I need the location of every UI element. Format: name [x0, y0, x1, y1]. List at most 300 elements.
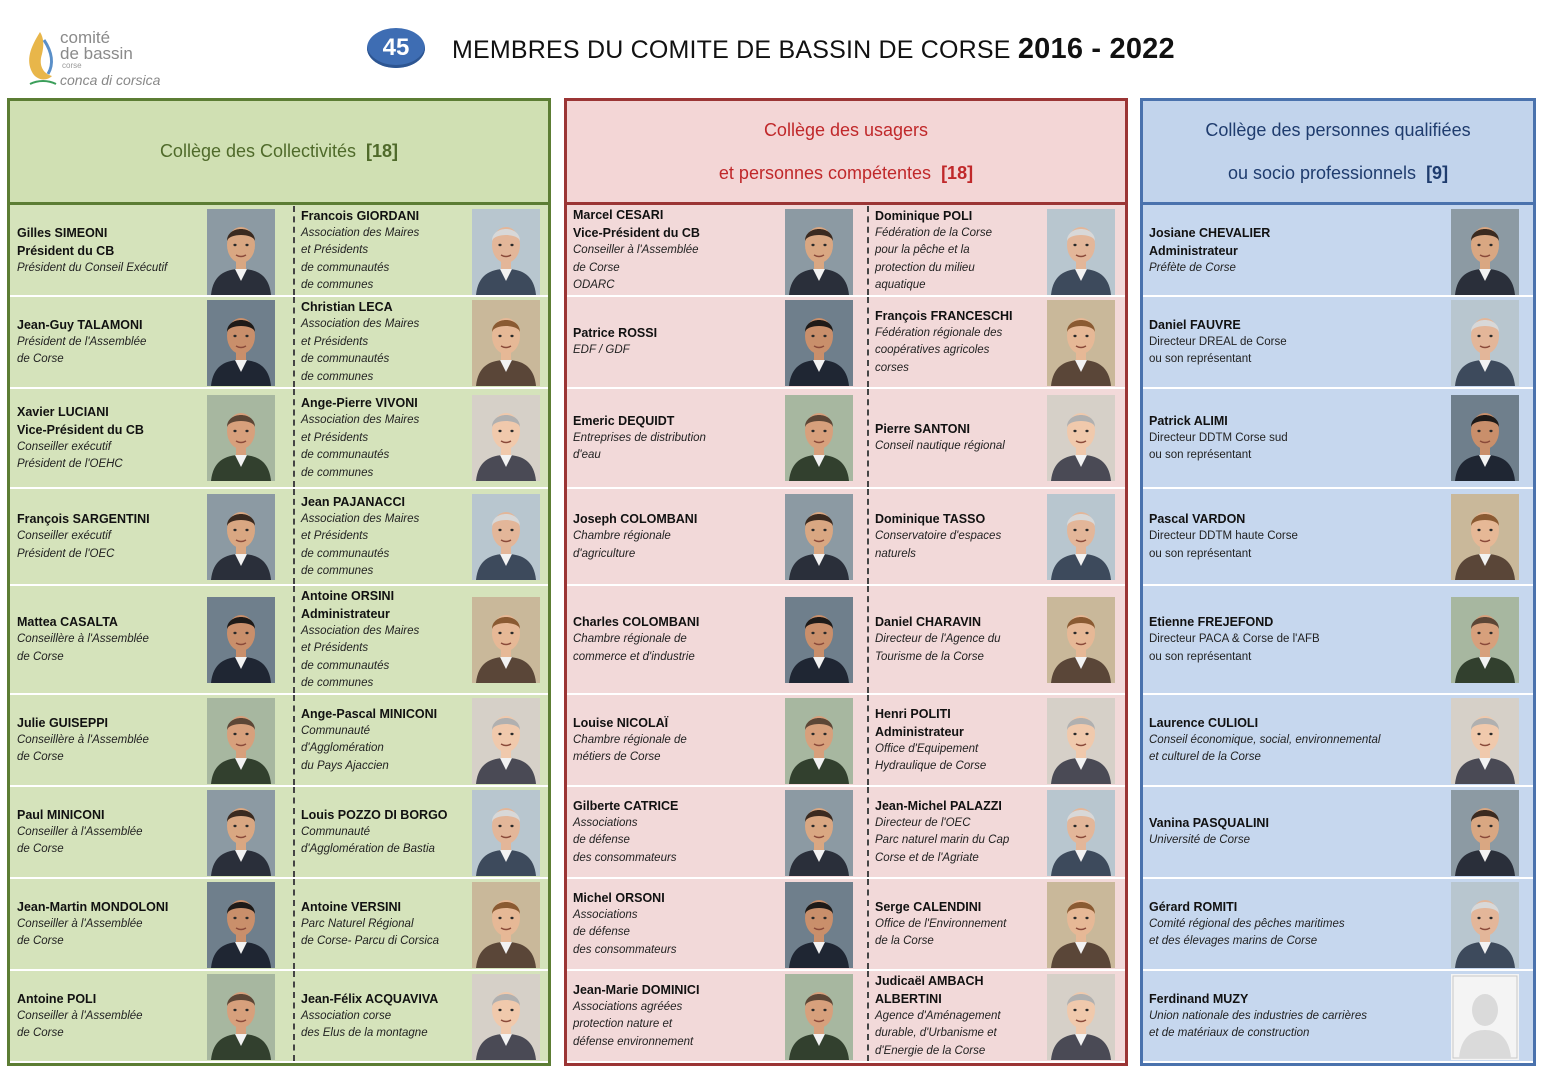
member-role-line: Président de l'Assemblée	[17, 335, 147, 348]
member-card	[10, 489, 293, 584]
member-role-line: corses	[875, 361, 909, 374]
member-card	[293, 971, 548, 1061]
member-photo	[785, 209, 853, 295]
member-row	[567, 297, 1125, 389]
member-role-line: Préfète de Corse	[1149, 261, 1236, 274]
member-role-line: ou son représentant	[1149, 449, 1252, 461]
member-name: Gilles SIMEONI	[17, 225, 108, 240]
member-photo	[1047, 300, 1115, 386]
member-role-line: Directeur DDTM haute Corse	[1149, 530, 1298, 542]
member-photo	[207, 209, 275, 295]
member-role-line: Hydraulique de Corse	[875, 760, 987, 772]
member-role-line: Office d'Equipement	[875, 742, 979, 755]
member-role-line: Directeur de l'OEC	[875, 816, 971, 829]
member-role-line: Conservatoire d'espaces	[875, 530, 1002, 542]
member-photo	[472, 494, 540, 580]
member-text	[301, 489, 419, 584]
member-role-line: de Corse	[17, 843, 64, 855]
member-role-line: Association corse	[301, 1009, 392, 1022]
college-header-text: Collège des usagers	[763, 119, 929, 140]
member-role-line: Conseiller exécutif	[17, 440, 111, 453]
member-role-line: protection du milieu	[875, 261, 975, 274]
logo-text-1: comité	[60, 28, 111, 47]
member-photo	[207, 974, 275, 1060]
member-card	[567, 586, 867, 693]
college-header-line	[719, 152, 973, 195]
member-role-line: de communes	[301, 370, 374, 383]
member-row	[1143, 787, 1533, 879]
member-card	[867, 695, 1125, 785]
member-role-line: et des élevages marins de Corse	[1149, 935, 1318, 947]
member-photo	[785, 790, 853, 876]
member-row	[567, 971, 1125, 1063]
member-text	[17, 389, 144, 487]
member-role-line: de Corse	[17, 650, 64, 663]
member-name: Vanina PASQUALINI	[1149, 816, 1269, 831]
logo-text-2: de bassin	[60, 44, 133, 63]
member-photo	[1047, 882, 1115, 968]
member-role-line: Conseiller à l'Assemblée	[17, 825, 143, 838]
member-role-line: d'Agglomération	[301, 742, 384, 755]
member-name: Marcel CESARI	[573, 208, 664, 223]
member-role-line: Associations	[573, 908, 638, 921]
member-card	[1143, 389, 1533, 487]
member-name: Antoine POLI	[17, 991, 97, 1006]
member-row	[10, 389, 548, 489]
member-card	[567, 206, 867, 295]
member-row	[10, 971, 548, 1063]
member-text	[875, 971, 1001, 1061]
member-photo	[207, 300, 275, 386]
member-role-line: Conseil économique, social, environnemental	[1149, 733, 1381, 746]
college-header-line	[160, 130, 398, 173]
member-name: Josiane CHEVALIER	[1149, 225, 1271, 240]
member-photo	[785, 698, 853, 784]
member-role-line: pour la pêche et la	[875, 244, 970, 256]
member-role-line: de communautés	[301, 659, 390, 672]
logo	[22, 26, 182, 98]
member-text	[1149, 787, 1269, 877]
member-name: Etienne FREJEFOND	[1149, 615, 1274, 629]
member-role-line: et Présidents	[301, 642, 369, 654]
member-photo	[207, 494, 275, 580]
member-card	[293, 586, 548, 693]
member-row	[1143, 586, 1533, 695]
member-text	[573, 389, 706, 487]
member-role-line: Union nationale des industries de carrières	[1149, 1009, 1367, 1022]
member-photo	[1451, 209, 1519, 295]
college-header-text: Collège des Collectivités	[159, 141, 357, 161]
member-card	[1143, 971, 1533, 1061]
member-name: Charles COLOMBANI	[573, 615, 700, 629]
member-row	[567, 389, 1125, 489]
college-header	[567, 101, 1125, 205]
member-card	[567, 971, 867, 1061]
member-role-line: d'Agglomération de Bastia	[301, 843, 435, 855]
member-row	[567, 879, 1125, 971]
member-role-line: ou son représentant	[1149, 547, 1252, 560]
member-text	[17, 297, 146, 387]
member-row	[10, 489, 548, 586]
member-role-line: Fédération de la Corse	[875, 226, 992, 239]
member-card	[10, 389, 293, 487]
member-role-line: naturels	[875, 547, 916, 560]
member-title: Administrateur	[1149, 243, 1238, 258]
member-card	[10, 695, 293, 785]
member-photo	[472, 395, 540, 481]
member-name: Dominique TASSO	[875, 512, 986, 526]
member-role-line: de communautés	[301, 261, 390, 274]
member-card	[1143, 297, 1533, 387]
member-photo	[1047, 395, 1115, 481]
member-row	[1143, 206, 1533, 297]
member-role-line: de communes	[301, 279, 374, 291]
member-row	[1143, 489, 1533, 586]
member-role-line: Association des Maires	[301, 226, 420, 239]
member-role-line: Chambre régionale de	[573, 633, 687, 645]
member-photo	[472, 300, 540, 386]
member-photo	[1047, 494, 1115, 580]
member-role-line: Directeur DREAL de Corse	[1149, 335, 1287, 348]
member-name: Emeric DEQUIDT	[573, 413, 675, 428]
member-name: Daniel FAUVRE	[1149, 317, 1241, 332]
member-text	[875, 489, 1001, 584]
college-header-text: ou socio professionnels	[1227, 162, 1417, 183]
member-role-line: d'agriculture	[573, 547, 636, 560]
member-title: ALBERTINI	[875, 991, 942, 1006]
member-role-line: Associations agréées	[573, 1000, 683, 1013]
page-title	[452, 33, 1175, 66]
member-name: François SARGENTINI	[17, 512, 150, 526]
member-row	[567, 489, 1125, 586]
member-photo	[785, 597, 853, 683]
member-photo	[1451, 395, 1519, 481]
member-photo	[472, 698, 540, 784]
member-role-line: coopératives agricoles	[875, 344, 990, 357]
member-card	[567, 297, 867, 387]
member-role-line: et Présidents	[301, 335, 369, 348]
member-text	[17, 695, 149, 785]
member-card	[567, 879, 867, 969]
college-usagers-panel	[564, 98, 1128, 1066]
member-text	[301, 787, 448, 877]
member-row	[1143, 695, 1533, 787]
member-role-line: du Pays Ajaccien	[301, 759, 389, 772]
member-text	[573, 489, 697, 584]
college-header-line	[764, 109, 928, 152]
member-row	[10, 206, 548, 297]
member-name: Jean-Marie DOMINICI	[573, 982, 700, 997]
member-card	[293, 489, 548, 584]
member-card	[867, 971, 1125, 1061]
college-header-line	[1205, 109, 1470, 152]
member-role-line: et Présidents	[301, 530, 369, 542]
member-photo	[785, 494, 853, 580]
member-card	[567, 389, 867, 487]
member-card	[293, 787, 548, 877]
member-name: Gilberte CATRICE	[573, 798, 679, 813]
college-header	[10, 101, 548, 205]
member-text	[301, 297, 419, 387]
member-photo	[1047, 209, 1115, 295]
member-text	[875, 695, 986, 785]
member-photo	[1451, 494, 1519, 580]
member-photo	[1451, 300, 1519, 386]
member-role-line: de Corse	[17, 1027, 64, 1039]
member-text	[1149, 489, 1298, 584]
member-card	[1143, 879, 1533, 969]
member-role-line: des consommateurs	[573, 851, 677, 864]
member-text	[301, 586, 419, 693]
college-member-count: [9]	[1426, 162, 1449, 183]
member-card	[293, 297, 548, 387]
member-role-line: Association des Maires	[301, 318, 420, 330]
member-card	[867, 586, 1125, 693]
member-photo	[1047, 597, 1115, 683]
member-text	[573, 297, 657, 387]
member-name: Ange-Pascal MINICONI	[301, 706, 438, 721]
member-card	[10, 971, 293, 1061]
member-card	[567, 489, 867, 584]
member-card	[567, 787, 867, 877]
member-role-line: de communautés	[301, 353, 390, 365]
member-name: Louise NICOLAÏ	[573, 715, 669, 730]
member-card	[867, 206, 1125, 295]
member-role-line: de communautés	[301, 547, 390, 560]
member-name: Michel ORSONI	[573, 890, 665, 905]
member-card	[10, 206, 293, 295]
member-role-line: Président de l'OEC	[17, 547, 115, 560]
member-card	[867, 297, 1125, 387]
member-role-line: de Corse- Parcu di Corsica	[301, 935, 440, 947]
member-role-line: de défense	[573, 926, 630, 939]
member-role-line: des Elus de la montagne	[301, 1027, 428, 1039]
member-role-line: Université de Corse	[1149, 834, 1250, 847]
member-row	[10, 297, 548, 389]
member-text	[875, 586, 1001, 693]
member-role-line: Association des Maires	[301, 624, 420, 637]
member-name: Jean-Félix ACQUAVIVA	[301, 991, 439, 1006]
member-name: Pierre SANTONI	[875, 422, 970, 437]
member-name: Gérard ROMITI	[1149, 899, 1238, 914]
member-card	[1143, 787, 1533, 877]
member-name: Antoine ORSINI	[301, 588, 395, 603]
member-title: Administrateur	[875, 724, 964, 739]
member-name: Pascal VARDON	[1149, 512, 1246, 526]
member-photo	[472, 790, 540, 876]
member-role-line: et Présidents	[301, 431, 369, 444]
member-text	[1149, 206, 1270, 295]
member-name: Julie GUISEPPI	[17, 715, 109, 730]
member-role-line: Conseiller à l'Assemblée	[17, 1009, 143, 1022]
member-role-line: Chambre régionale de	[573, 733, 687, 746]
member-text	[875, 879, 1006, 969]
member-card	[10, 586, 293, 693]
member-photo	[1451, 790, 1519, 876]
member-name: Ferdinand MUZY	[1149, 991, 1249, 1006]
member-photo	[207, 395, 275, 481]
member-role-line: Fédération régionale des	[875, 326, 1003, 339]
member-role-line: de Corse	[17, 935, 64, 947]
member-card	[293, 206, 548, 295]
member-name: Xavier LUCIANI	[17, 404, 109, 419]
member-text	[17, 787, 143, 877]
member-role-line: de Corse	[17, 353, 64, 365]
member-name: Louis POZZO DI BORGO	[301, 807, 448, 822]
member-text	[301, 971, 438, 1061]
member-row	[1143, 297, 1533, 389]
member-role-line: Comité régional des pêches maritimes	[1149, 917, 1345, 930]
college-member-count: [18]	[366, 141, 399, 161]
member-name: Jean-Martin MONDOLONI	[17, 899, 169, 914]
member-role-line: Conseiller à l'Assemblée	[573, 244, 699, 257]
member-name: Ange-Pierre VIVONI	[301, 396, 418, 410]
member-photo	[472, 882, 540, 968]
member-text	[17, 586, 149, 693]
member-photo	[1451, 974, 1519, 1060]
member-text	[1149, 971, 1367, 1061]
member-role-line: de communes	[301, 565, 374, 577]
member-role-line: de défense	[573, 834, 630, 847]
member-role-line: Conseil nautique régional	[875, 440, 1005, 453]
college-collectivites-panel	[7, 98, 551, 1066]
member-role-line: de Corse	[573, 261, 620, 274]
member-text	[875, 389, 1005, 487]
member-row	[567, 695, 1125, 787]
college-header	[1143, 101, 1533, 205]
member-row	[567, 586, 1125, 695]
member-card	[867, 787, 1125, 877]
member-text	[1149, 389, 1288, 487]
member-text	[301, 695, 437, 785]
logo-text-3: corse	[62, 61, 82, 70]
college-member-count: [18]	[941, 162, 974, 183]
member-text	[1149, 297, 1287, 387]
member-role-line: Office de l'Environnement	[875, 917, 1007, 930]
member-role-line: Président du Conseil Exécutif	[17, 261, 168, 274]
member-photo	[785, 974, 853, 1060]
member-text	[875, 297, 1013, 387]
college-header-line	[1228, 152, 1448, 195]
member-role-line: de communes	[301, 677, 374, 689]
member-role-line: Communauté	[301, 724, 371, 737]
member-row	[567, 787, 1125, 879]
member-role-line: Conseiller exécutif	[17, 530, 111, 542]
member-photo	[785, 300, 853, 386]
member-card	[867, 389, 1125, 487]
member-name: Henri POLITI	[875, 706, 951, 721]
member-title: Administrateur	[301, 606, 390, 621]
member-role-line: aquatique	[875, 279, 926, 291]
member-role-line: et Présidents	[301, 244, 369, 256]
member-row	[567, 206, 1125, 297]
member-role-line: Agence d'Aménagement	[875, 1009, 1001, 1022]
member-role-line: des consommateurs	[573, 943, 677, 956]
member-name: Jean-Guy TALAMONI	[17, 317, 143, 332]
member-text	[17, 206, 167, 295]
member-text	[573, 586, 699, 693]
member-name: Laurence CULIOLI	[1149, 715, 1259, 730]
member-photo	[207, 597, 275, 683]
member-name: Dominique POLI	[875, 208, 973, 223]
member-name: Patrick ALIMI	[1149, 413, 1228, 428]
member-row	[1143, 879, 1533, 971]
page-title-text: MEMBRES DU COMITE DE BASSIN DE CORSE	[452, 36, 1011, 64]
member-card	[293, 389, 548, 487]
member-role-line: Directeur PACA & Corse de l'AFB	[1149, 633, 1320, 645]
member-card	[567, 695, 867, 785]
member-card	[1143, 586, 1533, 693]
member-text	[1149, 695, 1380, 785]
member-photo	[207, 790, 275, 876]
member-name: Jean PAJANACCI	[301, 494, 405, 509]
member-role-line: défense environnement	[573, 1035, 694, 1048]
member-photo	[785, 882, 853, 968]
member-text	[301, 206, 419, 295]
member-row	[10, 695, 548, 787]
college-qualifiees-panel	[1140, 98, 1536, 1066]
member-row	[1143, 971, 1533, 1063]
member-photo	[1451, 597, 1519, 683]
member-role-line: commerce et d'industrie	[573, 650, 695, 663]
member-photo	[207, 882, 275, 968]
college-header-text: et personnes compétentes	[718, 162, 932, 183]
member-title: Vice-Président du CB	[17, 422, 144, 437]
member-role-line: de la Corse	[875, 935, 934, 947]
member-title: Président du CB	[17, 243, 115, 258]
member-name: Mattea CASALTA	[17, 615, 118, 629]
member-role-line: Communauté	[301, 825, 371, 838]
member-card	[10, 297, 293, 387]
member-role-line: de communes	[301, 466, 374, 479]
member-role-line: de communautés	[301, 449, 390, 461]
member-card	[1143, 206, 1533, 295]
member-role-line: Président de l'OEHC	[17, 458, 123, 470]
member-photo	[472, 974, 540, 1060]
member-text	[875, 787, 1009, 877]
member-photo	[1047, 790, 1115, 876]
member-photo	[207, 698, 275, 784]
member-role-line: d'Energie de la Corse	[875, 1044, 986, 1057]
member-role-line: Corse et de l'Agriate	[875, 851, 979, 864]
member-row	[10, 879, 548, 971]
member-row	[1143, 389, 1533, 489]
member-card	[1143, 489, 1533, 584]
member-role-line: ODARC	[573, 279, 615, 292]
member-name: François FRANCESCHI	[875, 308, 1013, 323]
member-card	[867, 879, 1125, 969]
member-photo	[1451, 698, 1519, 784]
college-header-text: Collège des personnes qualifiées	[1205, 119, 1471, 140]
member-name: Jean-Michel PALAZZI	[875, 798, 1002, 813]
member-text	[301, 389, 419, 487]
member-role-line: Chambre régionale	[573, 530, 671, 542]
member-photo	[1451, 882, 1519, 968]
member-role-line: Association des Maires	[301, 512, 420, 525]
member-photo	[1047, 974, 1115, 1060]
member-photo	[1047, 698, 1115, 784]
member-card	[10, 879, 293, 969]
member-card	[867, 489, 1125, 584]
page-title-years: 2016 - 2022	[1017, 33, 1175, 65]
member-name: Judicaël AMBACH	[875, 973, 984, 988]
member-text	[1149, 586, 1320, 693]
member-title: Vice-Président du CB	[573, 226, 700, 241]
member-name: Christian LECA	[301, 300, 393, 314]
logo-text-4: conca di corsica	[60, 72, 161, 88]
member-role-line: Conseillère à l'Assemblée	[17, 633, 149, 645]
member-photo	[472, 597, 540, 683]
